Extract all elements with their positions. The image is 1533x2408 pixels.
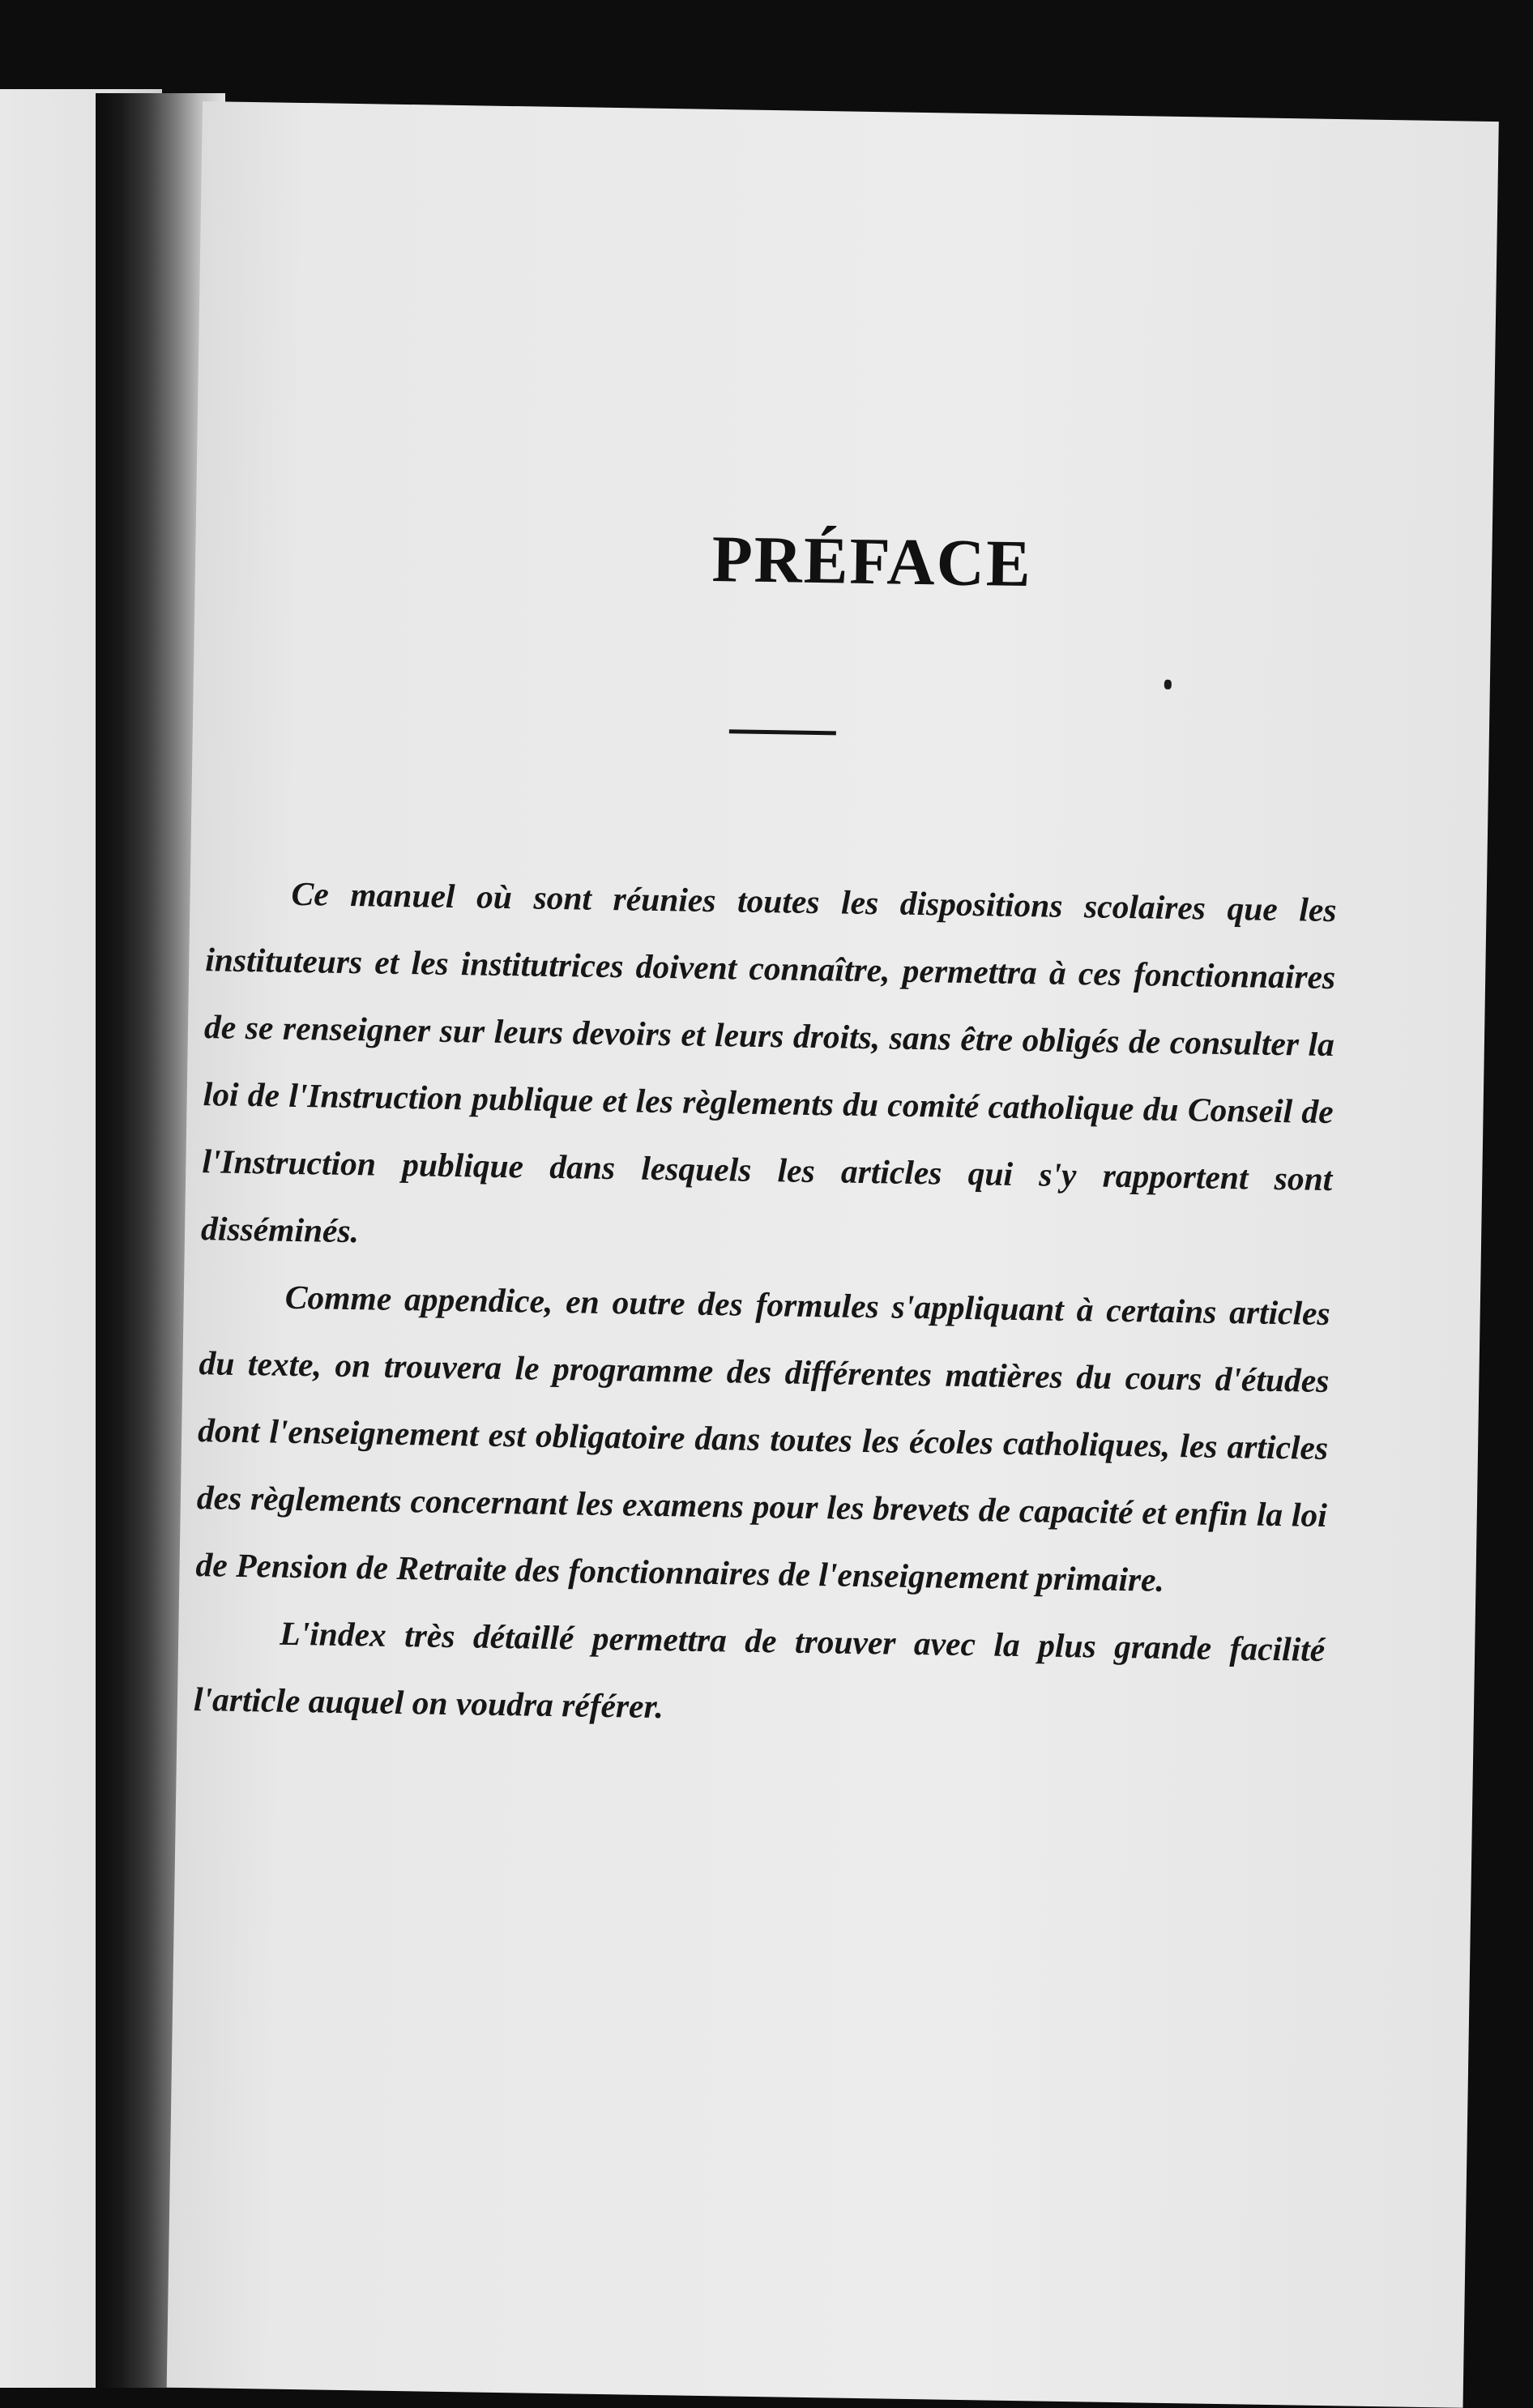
preface-page	[167, 101, 1499, 2408]
preface-body	[193, 859, 1337, 1751]
paragraph: L'index très détaillé permettra de trouver avec la plus grande facilité l'article auquel on voudra référer.	[193, 1614, 1326, 1726]
paragraph: Ce manuel où sont réunies toutes les dispositions scolaires que les instituteurs et les institutrices doivent connaître, permettra à ces fonctionnaires de se renseigner sur leurs devoirs et leurs droits, sans être obligés de consulter la loi de l'Instruction publique et les règlements du comité catholique du Conseil de l'Instruction publique dans lesquels les articles qui s'y rapportent sont disséminés.	[200, 874, 1337, 1250]
title-rule	[729, 729, 836, 735]
page-title: PRÉFACE	[711, 521, 1033, 601]
ink-speck	[1164, 680, 1172, 690]
paragraph: Comme appendice, en outre des formules s'appliquant à certains articles du texte, on trouvera le programme des différentes matières du cours d'études dont l'enseignement est obligatoire dans toutes les écoles catholiques, les articles des règlements concernant les examens pour les brevets de capacité et enfin la loi de Pension de Retraite des fonctionnaires de l'enseignement primaire.	[195, 1278, 1331, 1599]
